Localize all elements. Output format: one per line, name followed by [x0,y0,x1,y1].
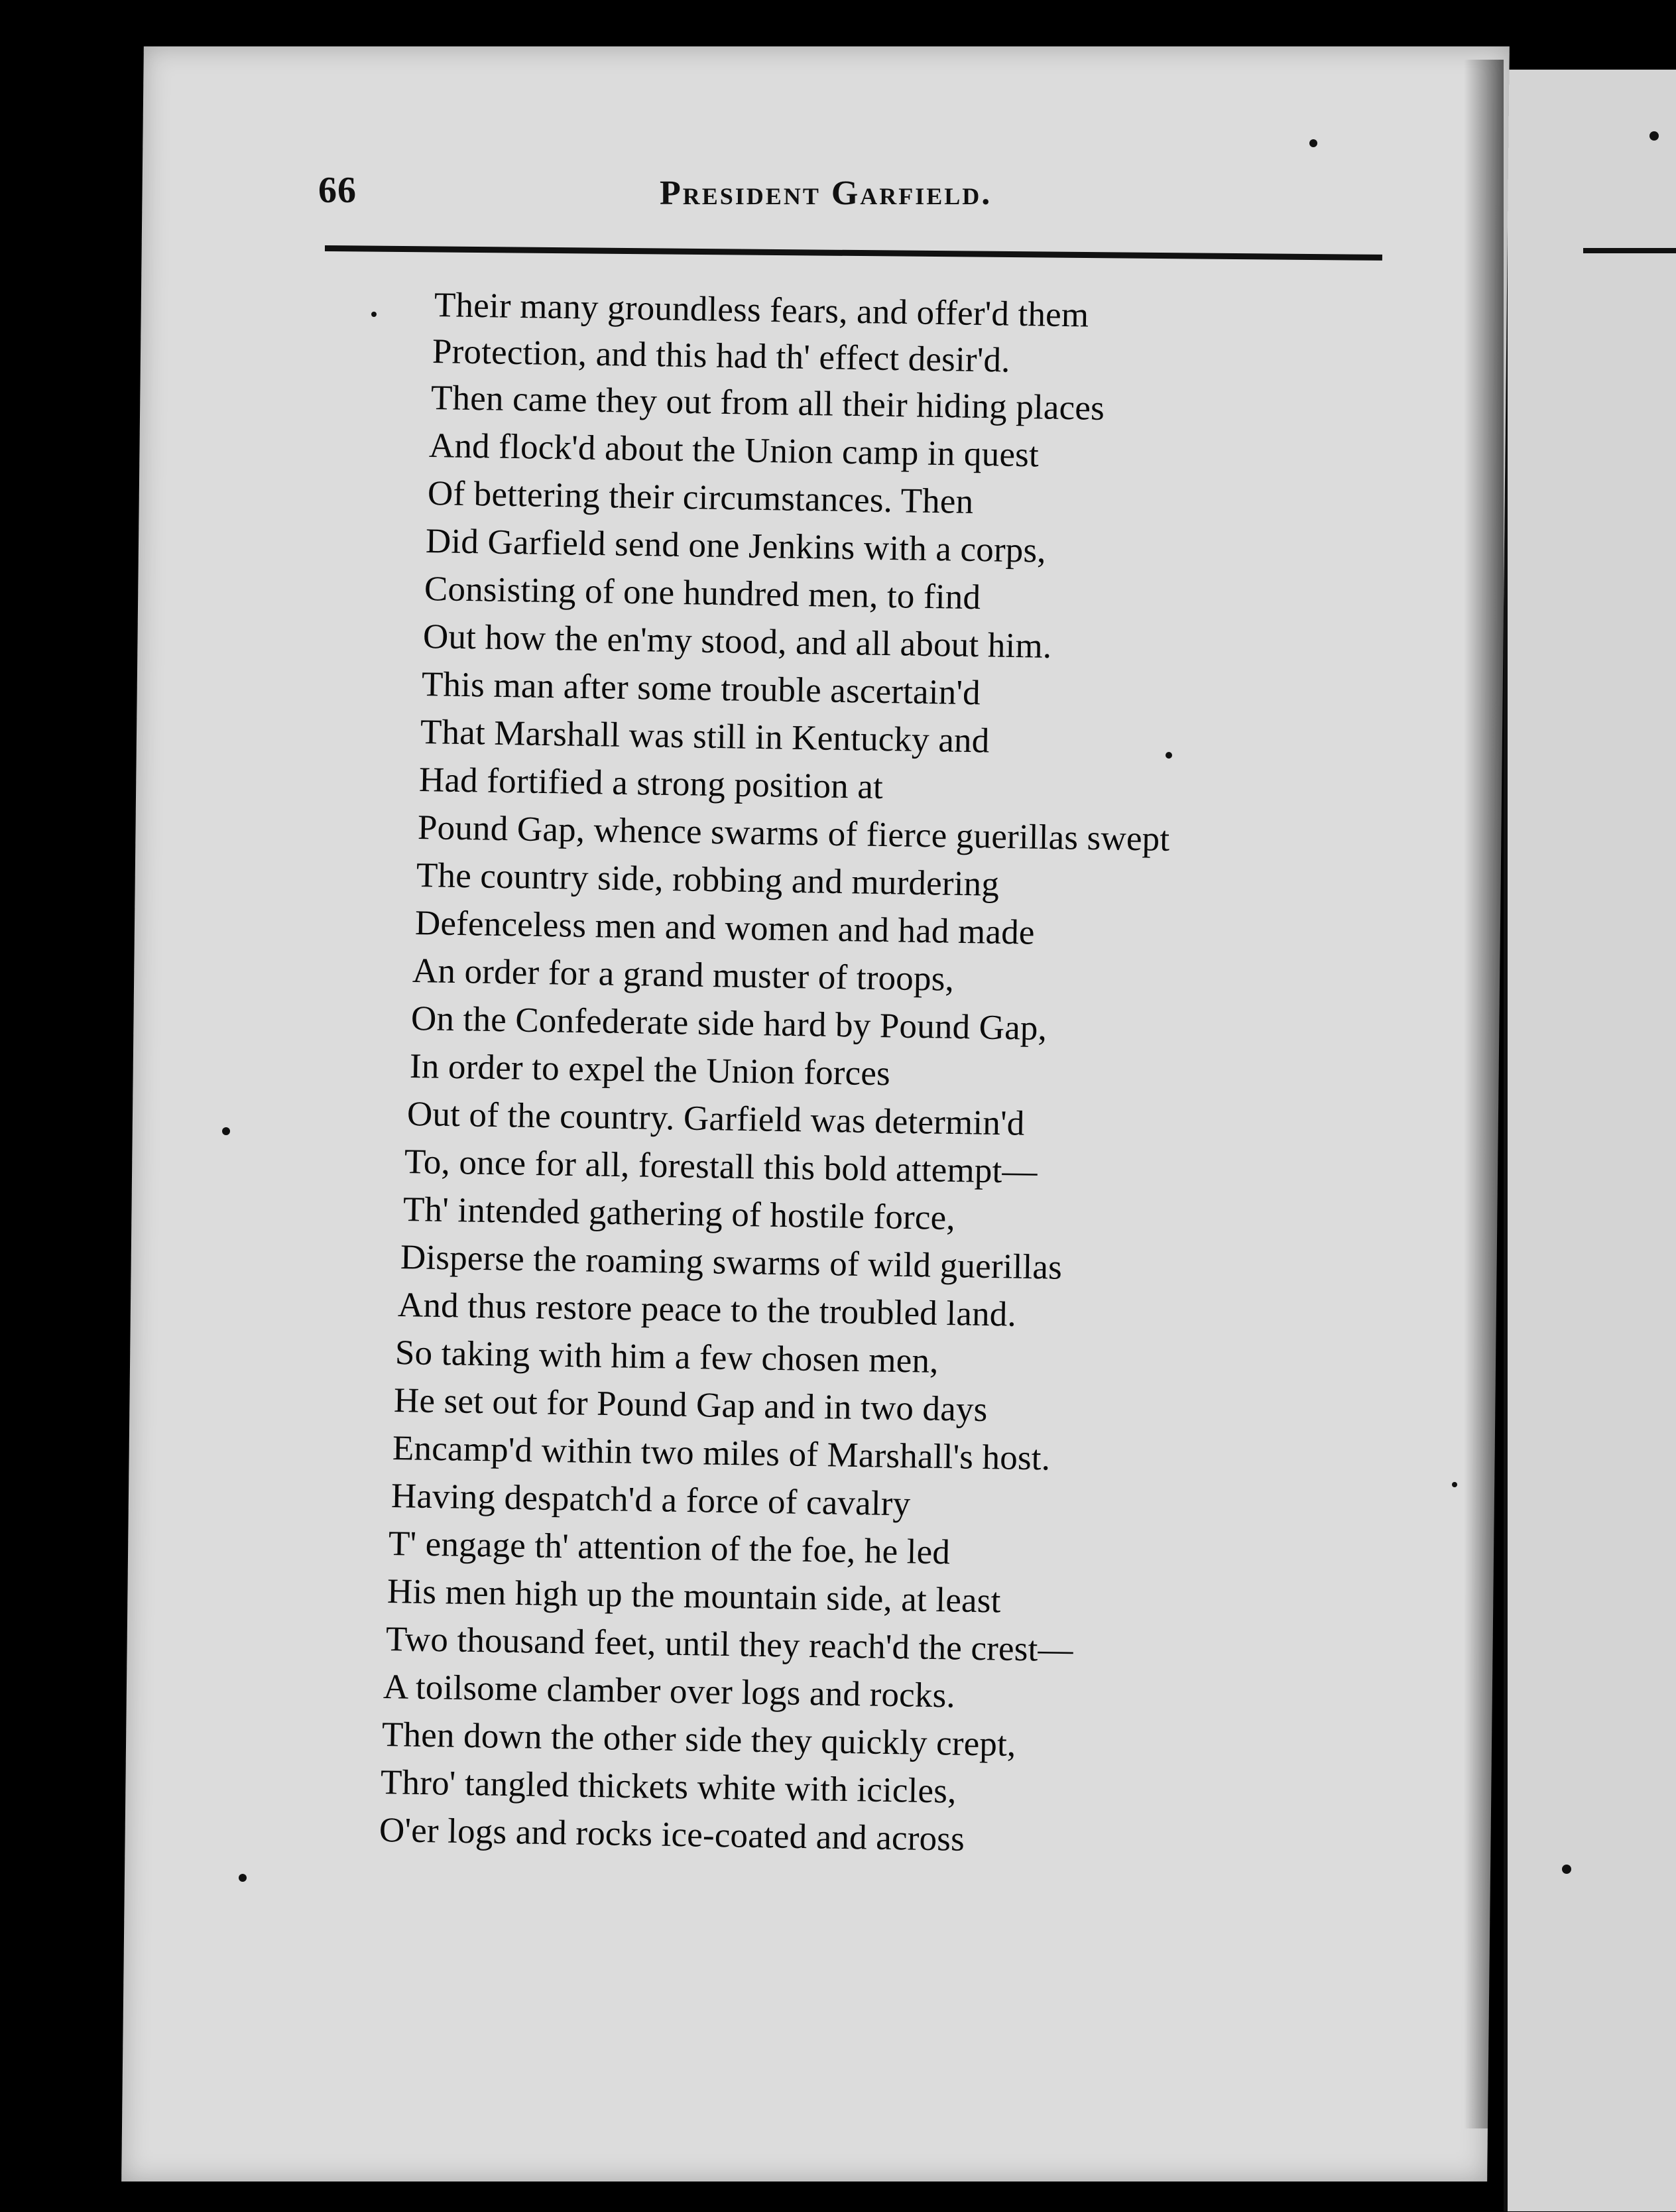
scan-speck [222,1127,230,1135]
poem-line: A toilsome clamber over logs and rocks. [383,1668,956,1715]
poem-line: On the Confederate side hard by Pound Gap, [410,999,1048,1048]
facing-page-edge [1504,70,1676,2211]
poem-line: Two thousand feet, until they reach'd the crest— [385,1620,1074,1670]
poem-line: Defenceless men and women and had made [414,904,1036,952]
poem-line: Having despatch'd a force of cavalry [390,1477,911,1524]
poem-line: An order for a grand muster of troops, [412,952,955,999]
poem-line: So taking with him a few chosen men, [394,1333,939,1381]
poem-line: The country side, robbing and murdering [416,856,1000,904]
poem-line: Out how the en'my stood, and all about him. [422,617,1052,666]
poem-line: Th' intended gathering of hostile force, [402,1190,956,1238]
poem-line: In order to expel the Union forces [409,1047,891,1093]
page-number: 66 [318,170,357,211]
poem-line: Encamp'd within two miles of Marshall's host. [392,1429,1051,1478]
poem-line: Thro' tangled thickets white with icicles, [380,1763,957,1811]
poem-line: T' engage th' attention of the foe, he led [388,1524,951,1572]
poem-line: His men high up the mountain side, at least [387,1572,1001,1621]
poem-line: To, once for all, forestall this bold attempt— [404,1142,1038,1191]
running-head: President Garfield. [660,174,992,212]
poem-line: And flock'd about the Union camp in quest [428,426,1040,475]
poem-line: Of bettering their circumstances. Then [427,474,974,521]
poem-line: Then came they out from all their hiding places [430,379,1105,428]
poem-line: Then down the other side they quickly crept, [381,1715,1016,1764]
facing-page-speck [1562,1865,1571,1874]
facing-page-rule [1583,248,1676,253]
binding-gutter-shadow [1464,60,1504,2128]
poem-line: O'er logs and rocks ice-coated and across [379,1811,965,1859]
scan-speck [1452,1482,1457,1487]
poem-line: And thus restore peace to the troubled land. [397,1286,1017,1334]
scan-speck [239,1874,247,1882]
poem-line: Had fortified a strong position at [418,761,884,806]
poem-line: This man after some trouble ascertain'd [421,665,981,713]
scan-speck [371,312,377,317]
poem-line: Their many groundless fears, and offer'd them [434,286,1089,335]
poem-line: Protection, and this had th' effect desir'd. [432,332,1011,380]
poem-line: Pound Gap, whence swarms of fierce guerillas swept [417,808,1170,859]
scan-speck [1166,752,1172,759]
poem-line: He set out for Pound Gap and in two days [393,1381,988,1430]
poem-line: Did Garfield send one Jenkins with a corps, [425,522,1047,570]
poem-line: Disperse the roaming swarms of wild guerillas [400,1238,1063,1287]
facing-page-speck [1649,131,1659,141]
poem-line: Out of the country. Garfield was determin'd [406,1095,1025,1143]
scan-speck [1309,139,1317,147]
poem-line: That Marshall was still in Kentucky and [420,713,990,761]
poem-line: Consisting of one hundred men, to find [424,570,981,617]
